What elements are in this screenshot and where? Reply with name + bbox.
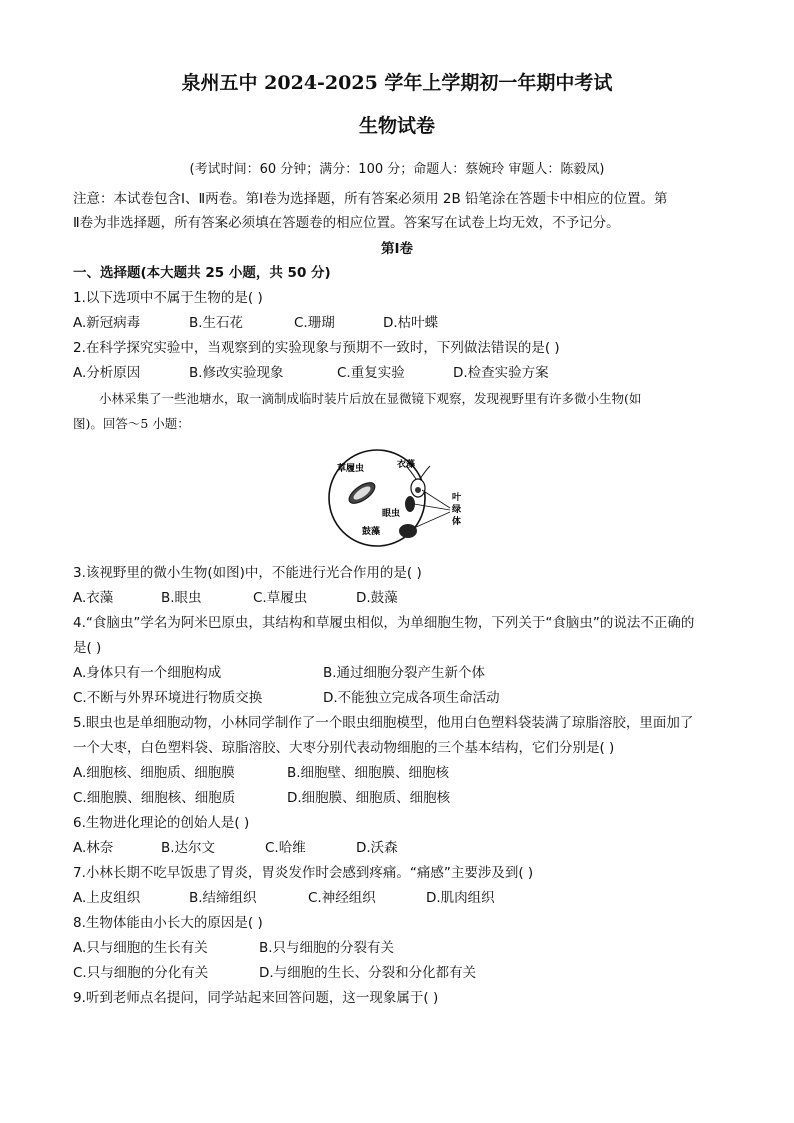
question-5-option-a: A.细胞核、细胞质、细胞膜 [73, 765, 235, 781]
question-3-stem: 3.该视野里的微小生物(如图)中，不能进行光合作用的是( ) [73, 565, 422, 581]
question-5-stem-cont: 一个大枣，白色塑料袋、琼脂溶胶、大枣分别代表动物细胞的三个基本结构，它们分别是( ) [73, 740, 615, 756]
question-2-option-b: B.修改实验现象 [189, 365, 284, 381]
question-4-option-a: A.身体只有一个细胞构成 [73, 665, 222, 681]
question-9-stem: 9.听到老师点名提问，同学站起来回答问题，这一现象属于( ) [73, 990, 439, 1006]
question-8-option-d: D.与细胞的生长、分裂和分化都有关 [259, 965, 477, 981]
section-heading: 一、选择题(本大题共 25 小题，共 50 分) [73, 265, 331, 281]
question-1-option-c: C.珊瑚 [294, 315, 335, 331]
question-2-option-a: A.分析原因 [73, 365, 141, 381]
question-8-option-b: B.只与细胞的分裂有关 [259, 940, 395, 956]
question-3-option-b: B.眼虫 [161, 590, 202, 606]
question-2-option-d: D.检查实验方案 [453, 365, 549, 381]
notice-line-2: Ⅱ卷为非选择题，所有答案必须填在答题卷的相应位置。答案写在试卷上均无效，不予记分。 [73, 215, 620, 231]
question-3-option-c: C.草履虫 [253, 590, 308, 606]
question-5-option-b: B.细胞壁、细胞膜、细胞核 [287, 765, 450, 781]
question-6-option-b: B.达尔文 [161, 840, 216, 856]
question-1-option-a: A.新冠病毒 [73, 315, 141, 331]
label-euglena: 眼虫 [382, 509, 401, 519]
question-8-option-a: A.只与细胞的生长有关 [73, 940, 208, 956]
question-6-option-a: A.林奈 [73, 840, 114, 856]
label-chloroplast-3: 体 [452, 517, 462, 527]
volume-title: 第Ⅰ卷 [380, 241, 414, 257]
question-1-option-b: B.生石花 [189, 315, 244, 331]
question-6-option-d: D.沃森 [356, 840, 398, 856]
question-6-option-c: C.哈维 [265, 840, 306, 856]
chlamydomonas-nucleus [415, 487, 421, 493]
question-1-option-d: D.枯叶蝶 [383, 315, 439, 331]
question-3-option-a: A.衣藻 [73, 590, 114, 606]
question-1-stem: 1.以下选项中不属于生物的是( ) [73, 290, 263, 306]
label-cosmarium: 鼓藻 [362, 527, 381, 537]
question-7-stem: 7.小林长期不吃早饭患了胃炎，胃炎发作时会感到疼痛。“痛感”主要涉及到( ) [73, 865, 534, 881]
question-8-stem: 8.生物体能由小长大的原因是( ) [73, 915, 263, 931]
question-5-option-c: C.细胞膜、细胞核、细胞质 [73, 790, 236, 806]
question-4-option-b: B.通过细胞分裂产生新个体 [323, 665, 486, 681]
label-chlamydomonas: 衣藻 [397, 460, 416, 470]
question-7-option-c: C.神经组织 [308, 890, 376, 906]
label-chloroplast-2: 绿 [452, 505, 462, 515]
label-chloroplast-1: 叶 [452, 493, 462, 503]
question-2-stem: 2.在科学探究实验中，当观察到的实验现象与预期不一致时，下列做法错误的是( ) [73, 340, 560, 356]
exam-title: 泉州五中 2024-2025 学年上学期初一年期中考试 [181, 72, 613, 94]
question-6-stem: 6.生物进化理论的创始人是( ) [73, 815, 250, 831]
question-4-stem-cont: 是( ) [73, 640, 102, 656]
question-4-stem: 4.“食脑虫”学名为阿米巴原虫，其结构和草履虫相似，为单细胞生物，下列关于“食脑虫”的说法不正确的 [73, 615, 695, 631]
question-7-option-a: A.上皮组织 [73, 890, 141, 906]
microscope-field-figure [322, 448, 472, 548]
question-7-option-d: D.肌肉组织 [426, 890, 495, 906]
question-4-option-d: D.不能独立完成各项生命活动 [323, 690, 500, 706]
passage-line-2: 图)。回答～5 小题： [73, 416, 190, 431]
exam-info: (考试时间：60 分钟；满分：100 分；命题人：蔡婉玲 审题人：陈毅凤) [189, 162, 605, 177]
question-5-option-d: D.细胞膜、细胞质、细胞核 [287, 790, 451, 806]
exam-subtitle: 生物试卷 [358, 115, 435, 137]
euglena-shape [405, 496, 415, 512]
question-4-option-c: C.不断与外界环境进行物质交换 [73, 690, 263, 706]
question-8-option-c: C.只与细胞的分化有关 [73, 965, 209, 981]
question-5-stem: 5.眼虫也是单细胞动物，小林同学制作了一个眼虫细胞模型，他用白色塑料袋装满了琼脂溶胶，里面加了 [73, 715, 694, 731]
passage-line-1: 小林采集了一些池塘水，取一滴制成临时装片后放在显微镜下观察，发现视野里有许多微小生物(如 [99, 391, 642, 406]
question-7-option-b: B.结缔组织 [189, 890, 257, 906]
cosmarium-shape [399, 524, 417, 538]
question-2-option-c: C.重复实验 [337, 365, 405, 381]
label-paramecium: 草履虫 [337, 464, 365, 474]
pointer-line-1 [422, 490, 450, 508]
notice-line-1: 注意：本试卷包含Ⅰ、Ⅱ两卷。第Ⅰ卷为选择题，所有答案必须用 2B 铅笔涂在答题卡中相应的位置。第 [73, 191, 668, 207]
question-3-option-d: D.鼓藻 [356, 590, 398, 606]
